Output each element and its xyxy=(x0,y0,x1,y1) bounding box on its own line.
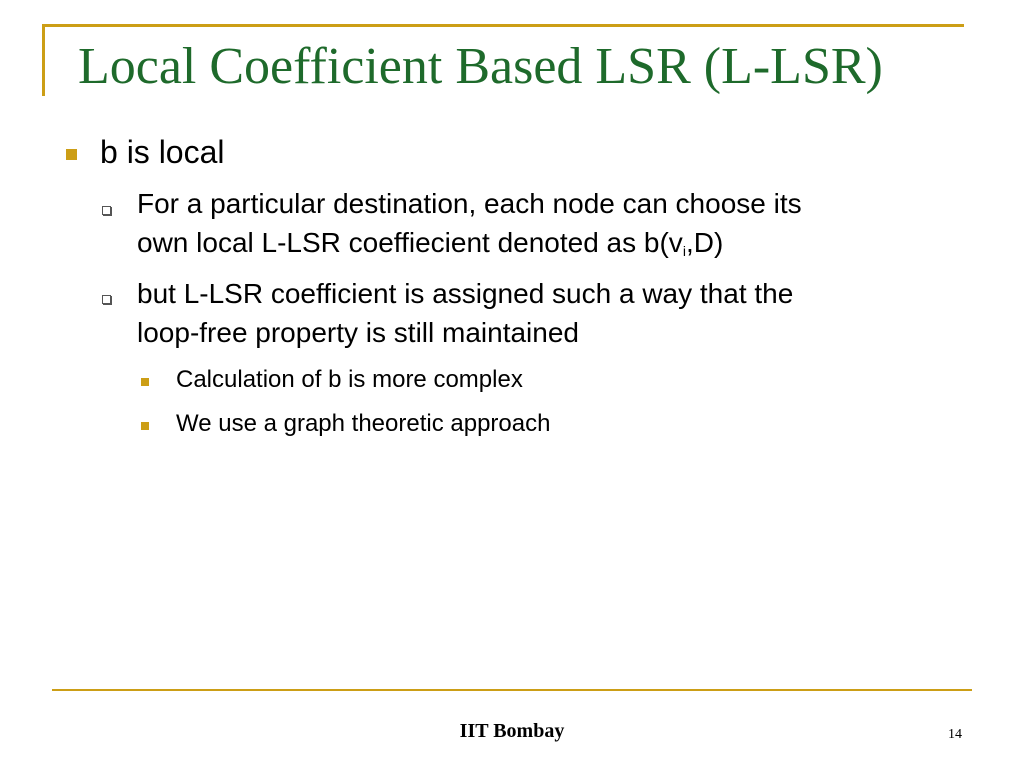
footer-institution: IIT Bombay xyxy=(459,720,565,742)
line2-tail: ,D) xyxy=(685,227,724,258)
hollow-square-bullet-icon xyxy=(102,206,111,215)
slide-title: Local Coefficient Based LSR (L-LSR) xyxy=(78,38,883,95)
hollow-square-bullet-icon xyxy=(102,295,111,304)
footer-rule xyxy=(52,689,972,691)
bullet-b-is-local: b is local xyxy=(100,134,225,170)
square-bullet-icon xyxy=(66,149,77,160)
bullet-calculation: Calculation of b is more complex xyxy=(176,366,523,393)
bullet-graph-approach: We use a graph theoretic approach xyxy=(176,410,551,437)
square-bullet-icon xyxy=(141,378,149,386)
bullet-destination-line1: For a particular destination, each node can choose its xyxy=(137,188,802,219)
bullet-coefficient-line1: but L-LSR coefficient is assigned such a way that the xyxy=(137,278,794,309)
bullet-coefficient-line2: loop-free property is still maintained xyxy=(137,317,579,348)
subscript-i: i xyxy=(682,243,686,259)
square-bullet-icon xyxy=(141,422,149,430)
line2-text: own local L-LSR coeffiecient denoted as b(v xyxy=(137,227,683,258)
slide-number: 14 xyxy=(948,727,962,742)
bullet-destination-line2 xyxy=(137,224,723,261)
